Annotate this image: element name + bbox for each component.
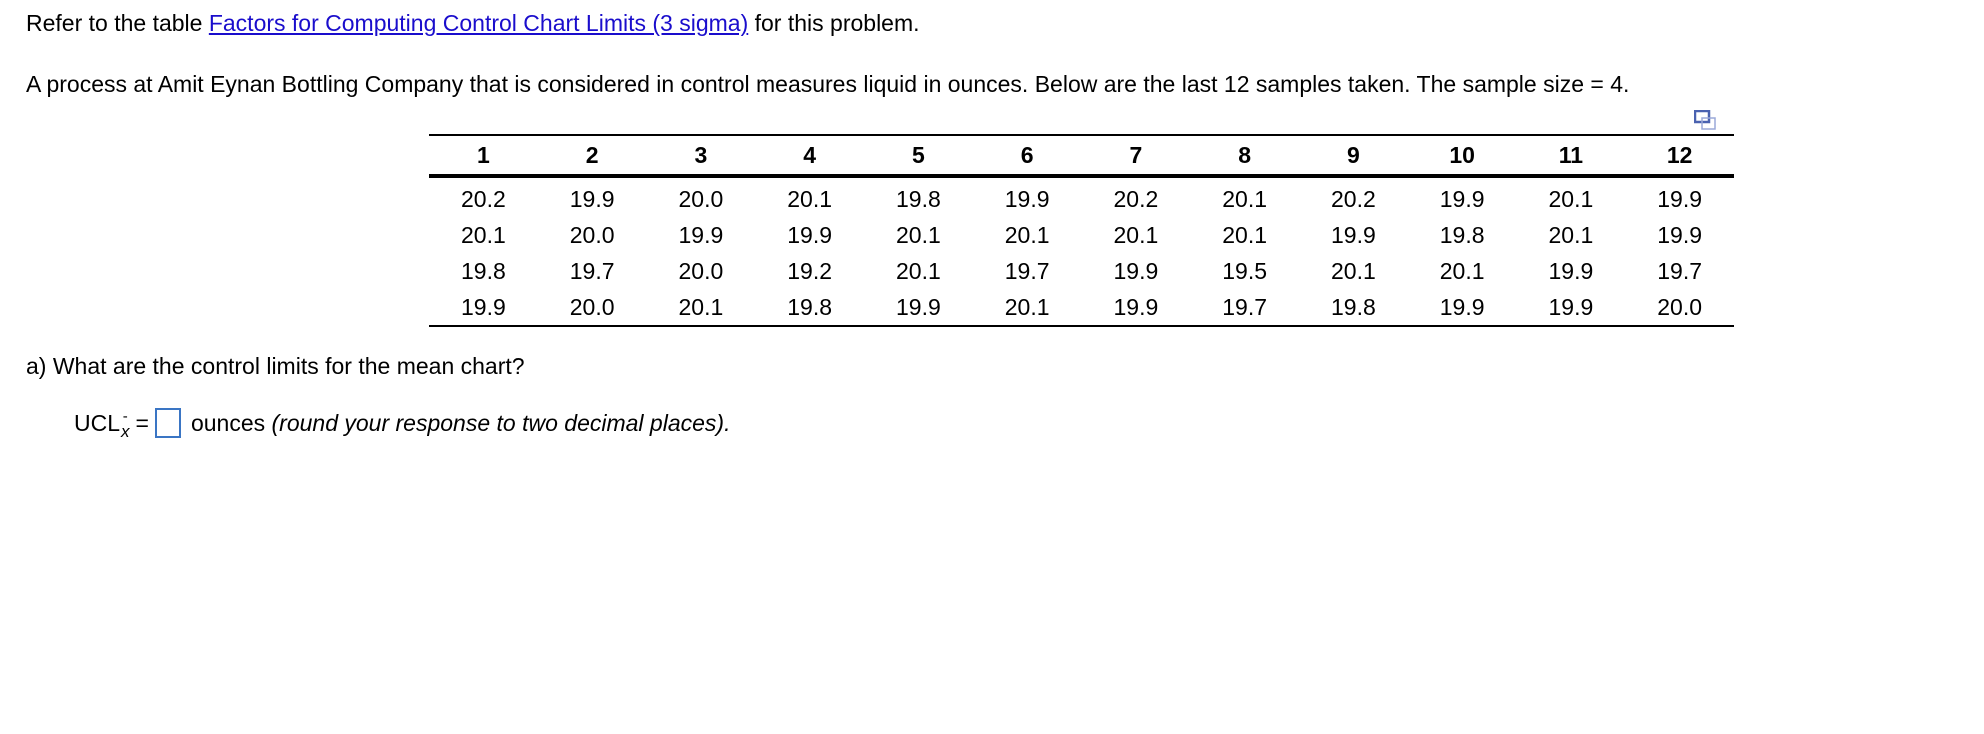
table-cell: 19.8 [787, 293, 832, 320]
table-cell: 20.1 [787, 185, 832, 212]
table-cell: 19.7 [1004, 257, 1050, 284]
ucl-label: UCL [74, 409, 121, 436]
table-cell: 19.9 [1548, 257, 1594, 284]
table-cell: 20.1 [1004, 293, 1050, 320]
table-cell: 19.9 [678, 221, 724, 248]
table-cell: 20.0 [1657, 293, 1702, 320]
table-cell: 20.1 [1222, 185, 1267, 212]
table-cell: 20.2 [1113, 185, 1159, 212]
intro-text [26, 10, 920, 37]
column-header: 11 [1517, 135, 1626, 176]
table-cell: 19.9 [1439, 185, 1485, 212]
table-cell: 19.8 [895, 185, 941, 212]
copy-table-icon[interactable] [1694, 110, 1716, 130]
intro-suffix: for this problem. [748, 10, 920, 36]
column-header: 1 [429, 135, 538, 176]
table-cell: 20.0 [678, 185, 724, 212]
table-cell: 19.9 [1330, 221, 1376, 248]
table-cell: 19.2 [787, 257, 832, 284]
table-cell: 19.8 [1330, 293, 1376, 320]
table-cell: 20.1 [1548, 185, 1594, 212]
samples-table [429, 134, 1734, 327]
table-cell: 19.9 [460, 293, 506, 320]
table-cell: 20.1 [1548, 221, 1594, 248]
x-bar-subscript [121, 408, 130, 441]
table-cell: 20.1 [895, 221, 941, 248]
table-cell: 19.9 [569, 185, 615, 212]
table-cell: 19.9 [895, 293, 941, 320]
column-header: 10 [1408, 135, 1517, 176]
equals-sign: = [135, 409, 149, 436]
x-bar-mark: - [122, 408, 128, 425]
factors-table-link[interactable]: Factors for Computing Control Chart Limits (3 sigma) [208, 10, 749, 36]
column-header: 4 [755, 135, 864, 176]
ucl-answer-input[interactable] [155, 408, 181, 438]
table-cell: 20.1 [1330, 257, 1376, 284]
ucl-row [74, 408, 731, 441]
table-cell: 20.0 [569, 221, 615, 248]
table-cell: 19.8 [1439, 221, 1485, 248]
table-cell: 19.9 [787, 221, 832, 248]
intro-prefix: Refer to the table [26, 10, 209, 36]
rounding-hint: (round your response to two decimal places). [271, 409, 731, 436]
table-cell: 19.9 [1113, 257, 1159, 284]
table-cell: 20.1 [460, 221, 506, 248]
problem-statement: A process at Amit Eynan Bottling Company that is considered in control measures liquid in ounces. Below are the last 12 samples taken. The sample size = 4. [26, 71, 1630, 97]
table-cell: 20.1 [678, 293, 724, 320]
table-cell: 19.9 [1004, 185, 1050, 212]
column-header: 2 [538, 135, 647, 176]
table-cell: 19.5 [1222, 257, 1267, 284]
table-cell: 20.1 [1439, 257, 1485, 284]
column-header: 7 [1082, 135, 1191, 176]
table-cell: 20.0 [569, 293, 615, 320]
column-header: 12 [1625, 135, 1734, 176]
table-cell: 20.0 [678, 257, 724, 284]
table-cell: 19.9 [1657, 185, 1702, 212]
table-row [429, 289, 1734, 326]
table-cell: 20.1 [1222, 221, 1267, 248]
table-row [429, 217, 1734, 253]
column-header: 3 [647, 135, 756, 176]
table-cell: 19.9 [1113, 293, 1159, 320]
x-subscript: x [121, 422, 130, 441]
table-cell: 19.9 [1548, 293, 1594, 320]
table-cell: 19.7 [569, 257, 615, 284]
table-cell: 20.2 [1330, 185, 1376, 212]
table-cell: 20.1 [1113, 221, 1159, 248]
table-cell: 20.1 [895, 257, 941, 284]
table-cell: 19.7 [1222, 293, 1267, 320]
column-header: 9 [1299, 135, 1408, 176]
table-cell: 20.1 [1004, 221, 1050, 248]
column-header: 6 [973, 135, 1082, 176]
column-header: 5 [864, 135, 973, 176]
table-row [429, 176, 1734, 217]
table-cell: 20.2 [460, 185, 506, 212]
question-a: a) What are the control limits for the mean chart? [26, 353, 525, 379]
table-row [429, 253, 1734, 289]
table-cell: 19.9 [1657, 221, 1702, 248]
table-cell: 19.9 [1439, 293, 1485, 320]
table-cell: 19.8 [460, 257, 506, 284]
unit-label: ounces [190, 409, 272, 436]
table-cell: 19.7 [1657, 257, 1702, 284]
column-header: 8 [1190, 135, 1299, 176]
